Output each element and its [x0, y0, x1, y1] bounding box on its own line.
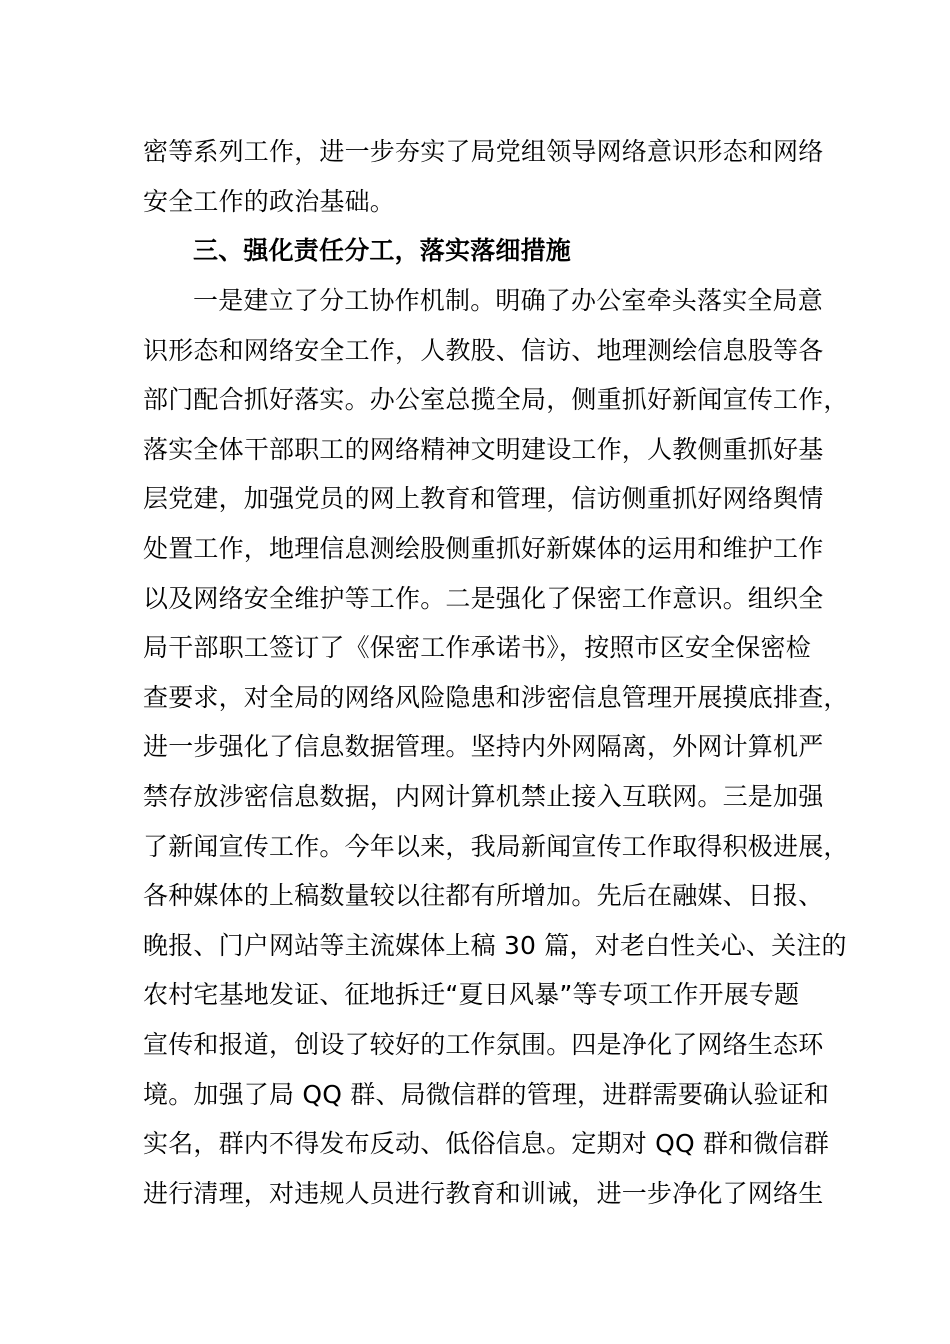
- text-line-2: 安全工作的政治基础。: [143, 187, 396, 216]
- text-line-5: 识形态和网络安全工作，人教股、信访、地理测绘信息股等各: [143, 336, 824, 365]
- text-line-7: 落实全体干部职工的网络精神文明建设工作，人教侧重抓好基: [143, 435, 824, 464]
- text-line-13: 进一步强化了信息数据管理。坚持内外网隔离，外网计算机严: [143, 732, 824, 761]
- text-line-20: 境。加强了局 QQ 群、局微信群的管理，进群需要确认验证和: [143, 1080, 830, 1109]
- text-line-8: 层党建，加强党员的网上教育和管理，信访侧重抓好网络舆情: [143, 484, 824, 513]
- text-line-21: 实名，群内不得发布反动、低俗信息。定期对 QQ 群和微信群: [143, 1129, 830, 1158]
- text-line-17: 晚报、门户网站等主流媒体上稿 30 篇，对老白性关心、关注的: [143, 931, 847, 960]
- text-line-18: 农村宅基地发证、征地拆迁“夏日风暴”等专项工作开展专题: [143, 980, 800, 1009]
- text-line-15: 了新闻宣传工作。今年以来，我局新闻宣传工作取得积极进展，: [143, 832, 849, 861]
- section-heading: 三、强化责任分工，落实落细措施: [193, 236, 572, 265]
- text-line-6: 部门配合抓好落实。办公室总揽全局，侧重抓好新闻宣传工作，: [143, 385, 849, 414]
- text-line-4: 一是建立了分工协作机制。明确了办公室牵头落实全局意: [193, 286, 824, 315]
- text-line-14: 禁存放涉密信息数据，内网计算机禁止接入互联网。三是加强: [143, 782, 824, 811]
- text-line-22: 进行清理，对违规人员进行教育和训诫，进一步净化了网络生: [143, 1179, 824, 1208]
- text-line-16: 各种媒体的上稿数量较以往都有所增加。先后在融媒、日报、: [143, 881, 824, 910]
- text-line-12: 查要求，对全局的网络风险隐患和涉密信息管理开展摸底排查，: [143, 683, 849, 712]
- text-line-9: 处置工作，地理信息测绘股侧重抓好新媒体的运用和维护工作: [143, 534, 824, 563]
- text-line-1: 密等系列工作，进一步夯实了局党组领导网络意识形态和网络: [143, 137, 824, 166]
- text-line-19: 宣传和报道，创设了较好的工作氛围。四是净化了网络生态环: [143, 1030, 824, 1059]
- text-line-11: 局干部职工签订了《保密工作承诺书》，按照市区安全保密检: [143, 633, 811, 662]
- text-line-10: 以及网络安全维护等工作。二是强化了保密工作意识。组织全: [143, 584, 824, 613]
